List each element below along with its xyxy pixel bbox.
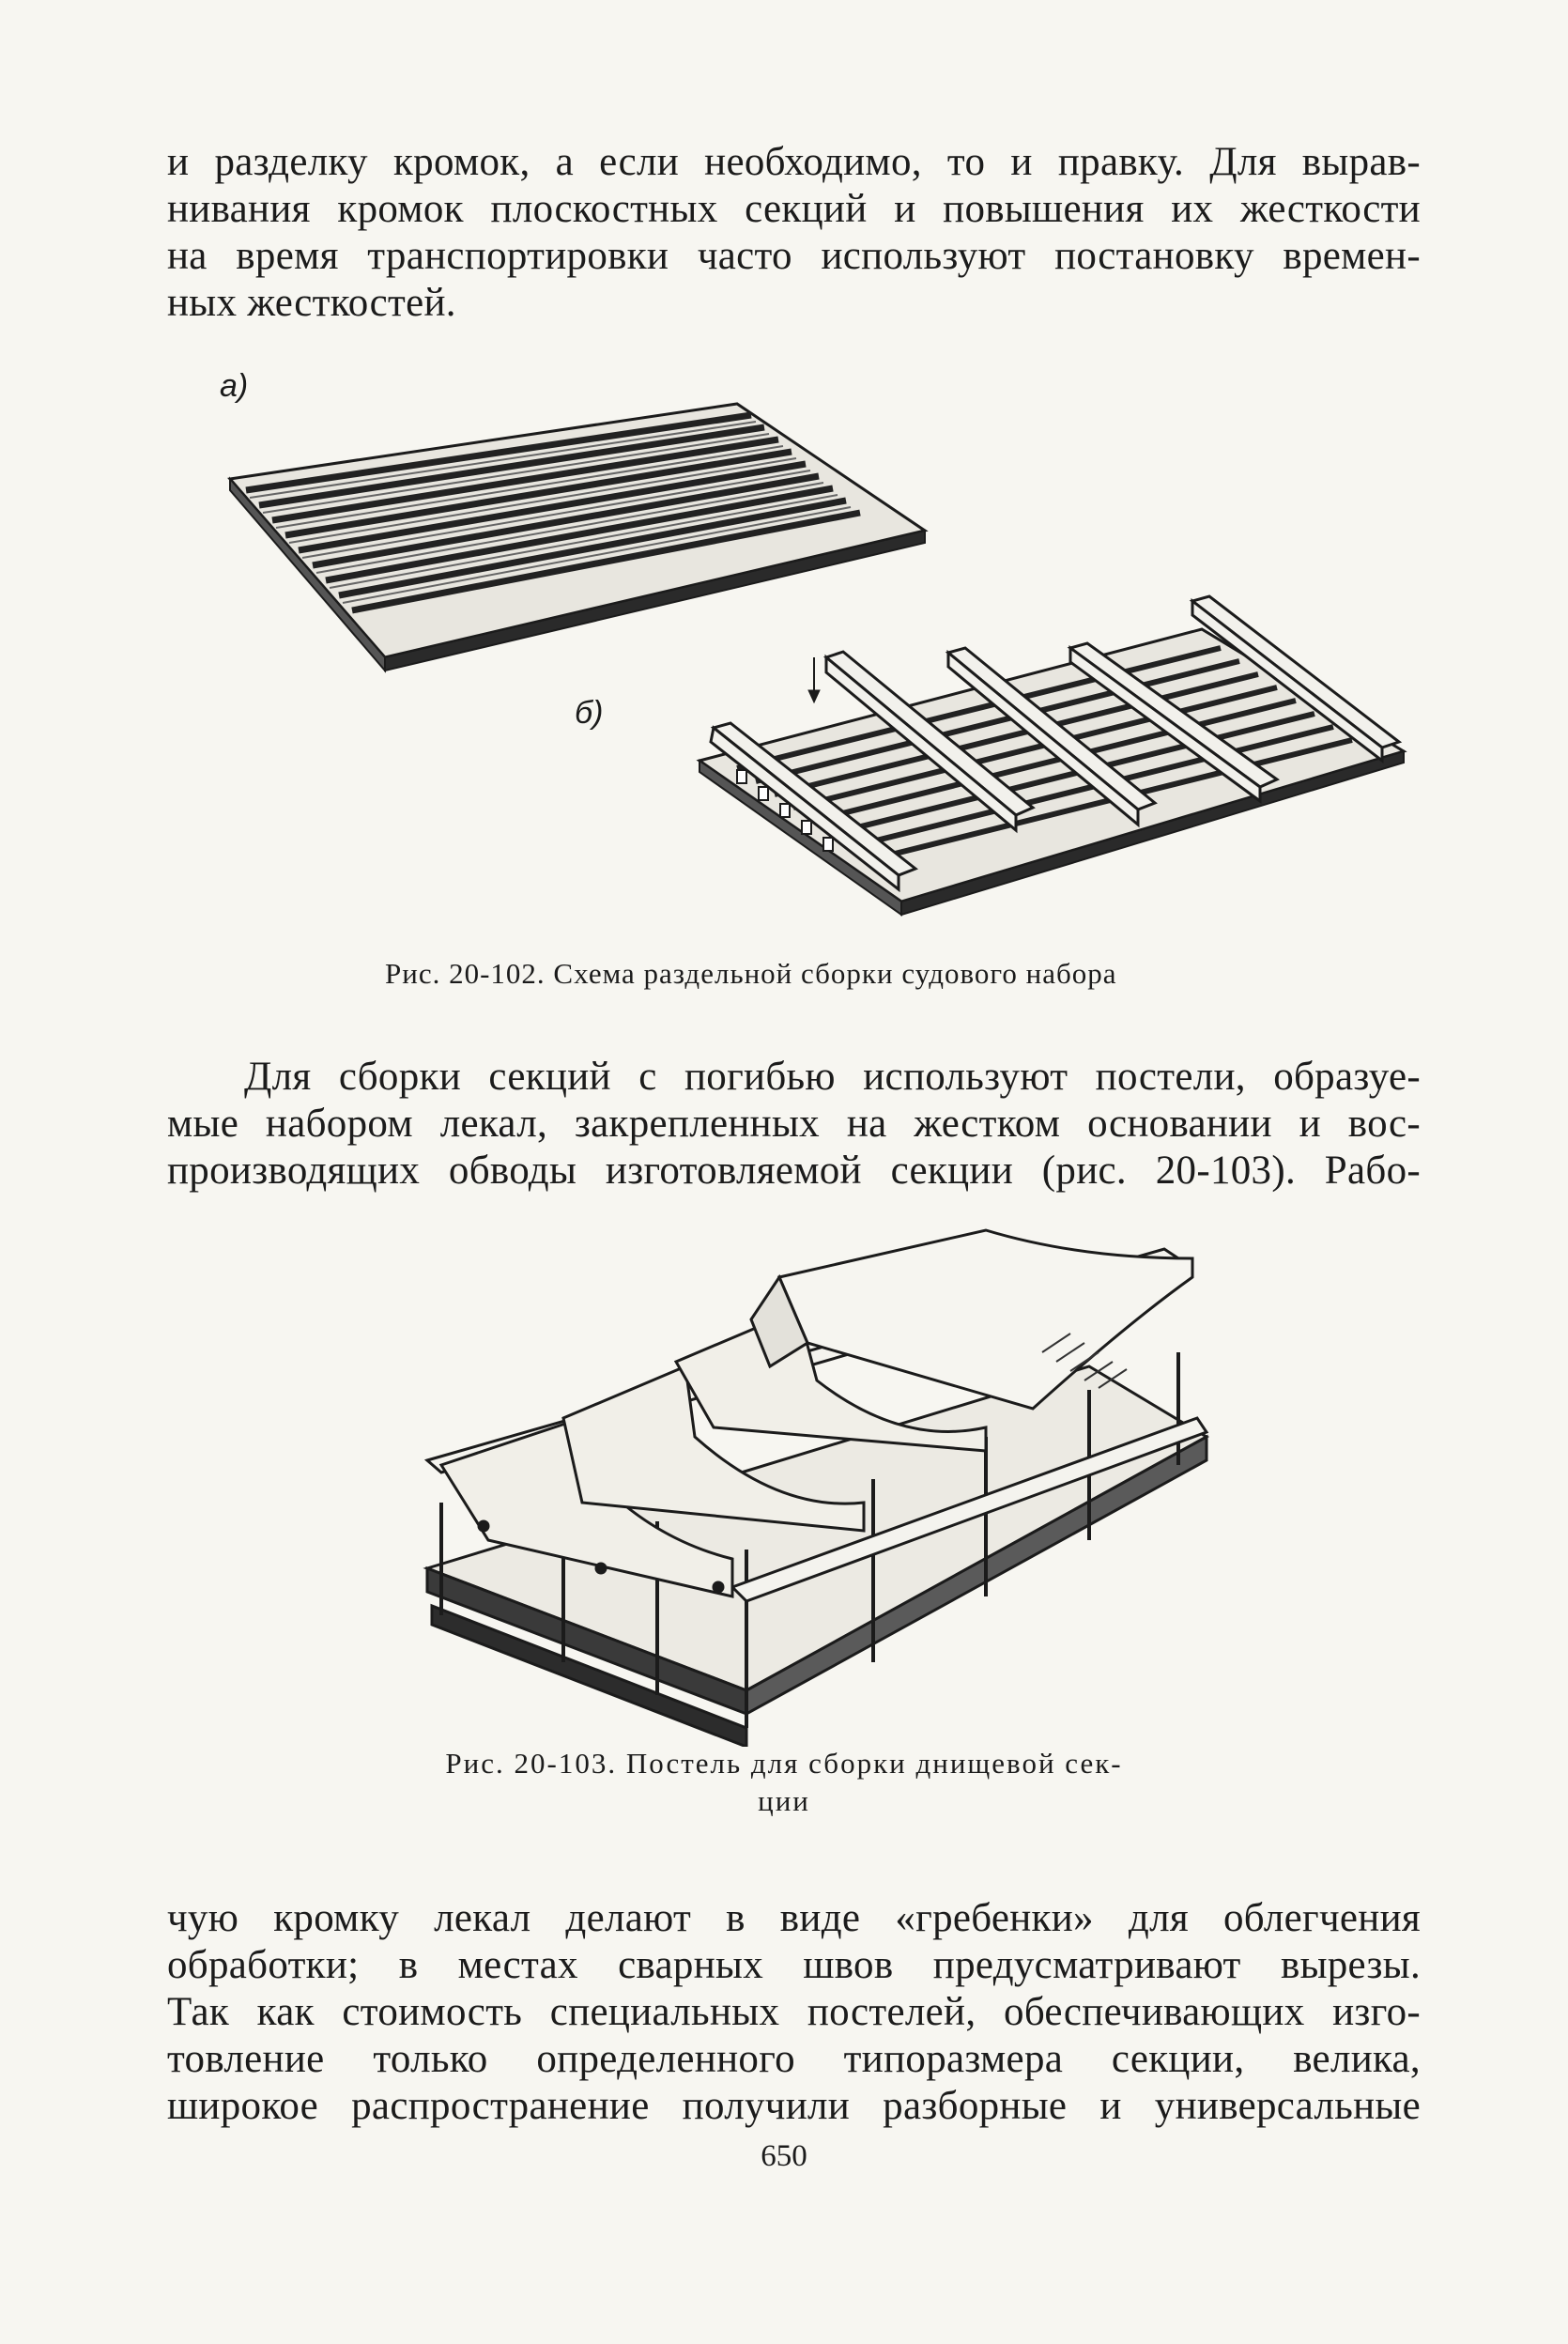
paragraph-bottom (167, 1895, 1421, 2130)
text-line: и разделку кромок, а если необходимо, то и правку. Для вырав- (167, 140, 1421, 184)
figure-label-a: а) (220, 368, 249, 404)
paragraph-top (167, 139, 1421, 327)
text-line: нивания кромок плоскостных секций и повышения их жесткости (167, 187, 1421, 231)
text-line: мые набором лекал, закрепленных на жестком основании и вос- (167, 1102, 1421, 1146)
text-line: на время транспортировки часто используют постановку времен- (167, 234, 1421, 278)
caption-line: ции (758, 1784, 810, 1817)
flat-section-panel (230, 404, 925, 671)
caption-line: Рис. 20-103. Постель для сборки днищевой сек- (445, 1747, 1123, 1780)
text-line: Для сборки секций с погибью используют постели, образуе- (244, 1055, 1421, 1099)
text-line: Так как стоимость специальных постелей, обеспечивающих изго- (167, 1990, 1421, 2034)
figure-20-103-illustration (0, 1221, 1568, 1747)
paragraph-middle (167, 1054, 1421, 1195)
text-line: обработки; в местах сварных швов предусматривают вырезы. (167, 1943, 1421, 1987)
text-line: чую кромку лекал делают в виде «гребенки» для облегчения (167, 1896, 1421, 1940)
text-line: производящих обводы изготовляемой секции (рис. 20-103). Рабо- (167, 1149, 1421, 1193)
text-line: ных жесткостей. (167, 281, 456, 325)
text-line: широкое распространение получили разборные и универсальные (167, 2084, 1421, 2128)
figure-label-b: б) (575, 695, 604, 731)
text-line: товление только определенного типоразмера секции, велика, (167, 2037, 1421, 2081)
figure-caption: Рис. 20-102. Схема раздельной сборки судового набора (385, 957, 1117, 990)
figure-caption (376, 1745, 1192, 1820)
page-number: 650 (761, 2139, 807, 2173)
framed-section-panel (699, 596, 1404, 915)
